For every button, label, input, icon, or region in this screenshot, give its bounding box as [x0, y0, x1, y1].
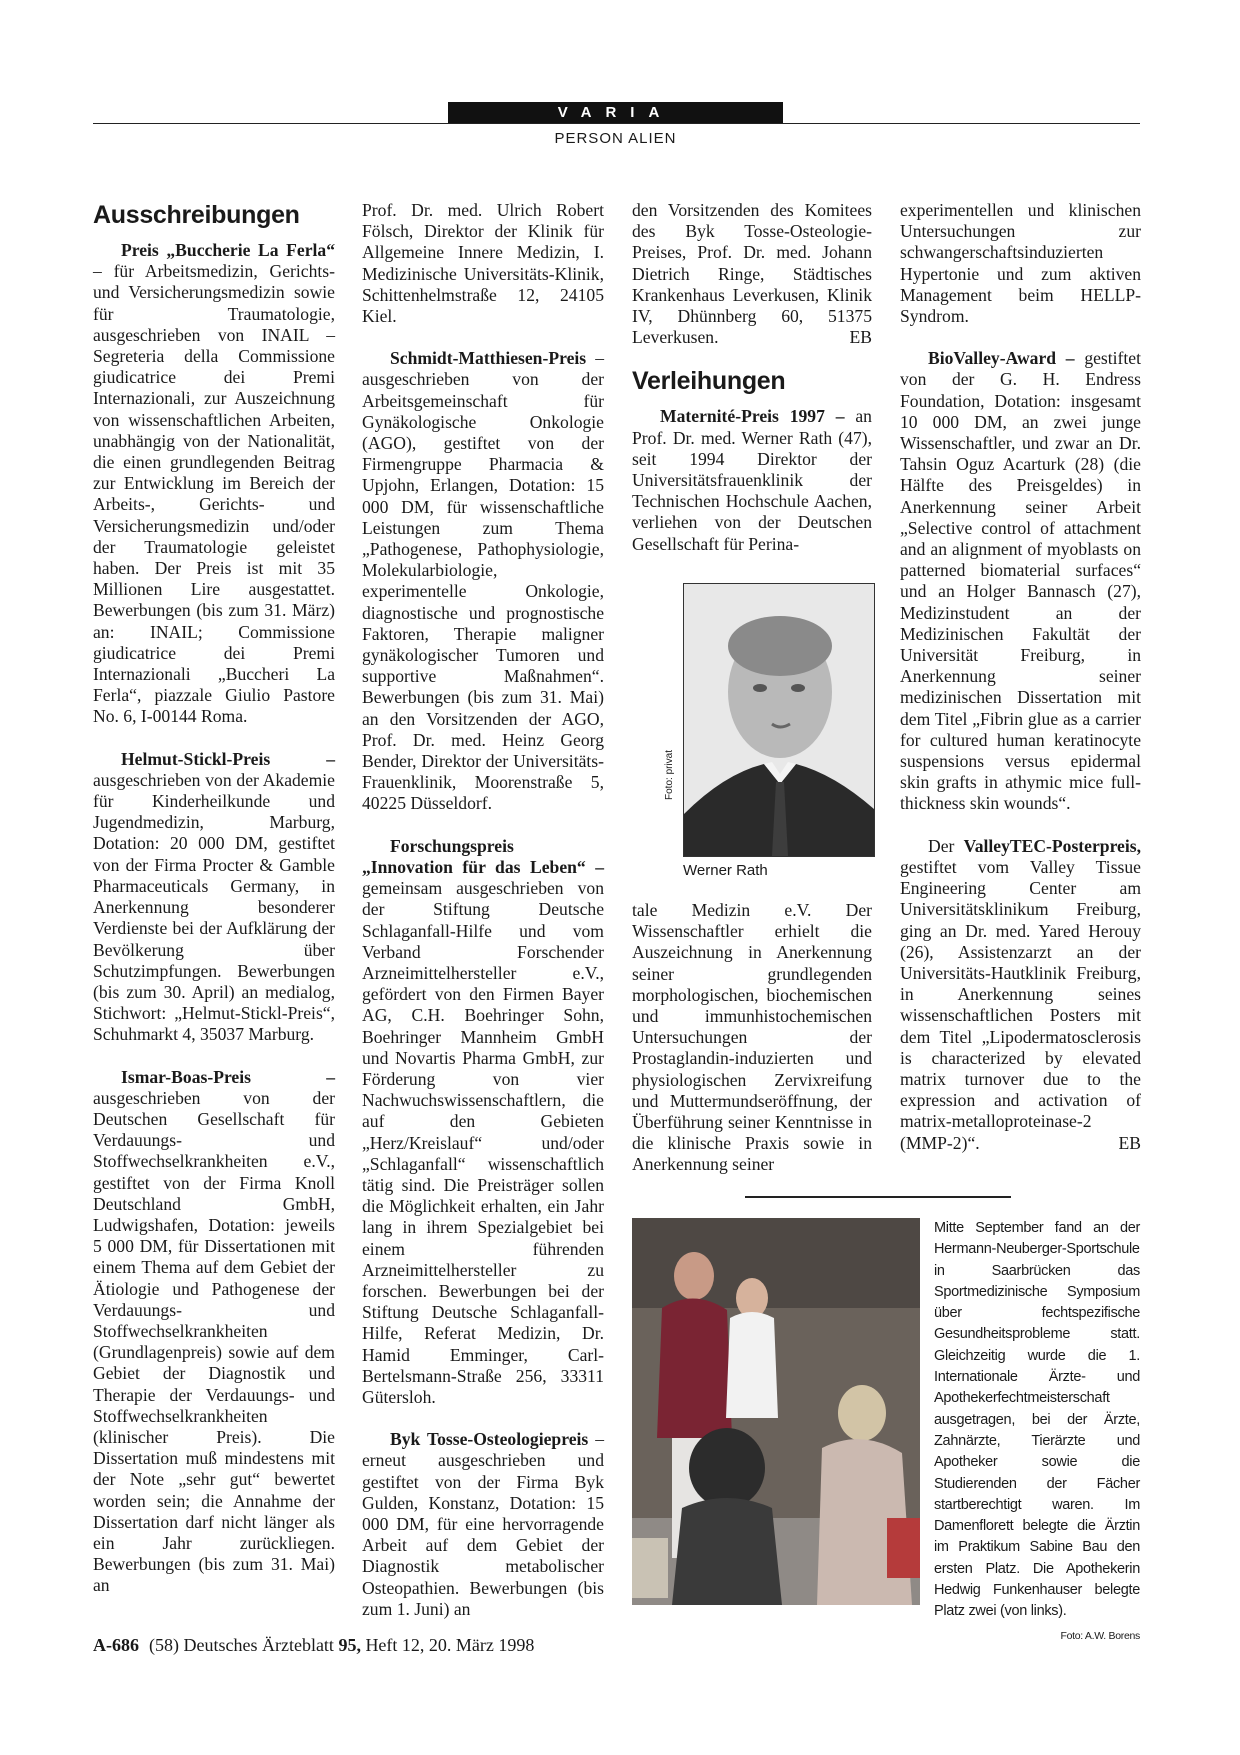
article-forschungspreis: [362, 836, 604, 1408]
header-rule: [93, 123, 1140, 124]
article-text: gemeinsam ausgeschrieben von der Stiftung Deutsche Schlaganfall-Hilfe und vom Verband Forschender Arzneimittelhersteller e.V., gefördert von den Firmen Bayer AG, C.H. Boehringer Sohn, Boehringer Mannheim GmbH und Novartis Pharma GmbH, zur Förderung von vier Nachwuchswissenschaftlern, die auf den Gebieten „Herz/Kreislauf“ und/oder „Schlaganfall“ wissenschaftlich tätig sind. Die Preisträger sollen die Möglichkeit erhalten, ein Jahr lang in ihrem Spezialgebiet bei einem führenden Arzneimittelhersteller zu forschen. Bewerbungen bei der Stiftung Deutsche Schlaganfall-Hilfe, Referat Medizin, Dr. Hamid Emminger, Carl-Bertelsmann-Straße 256, 33311 Gütersloh.: [362, 878, 604, 1407]
article-continuation: experimentellen und klinischen Untersuchungen zur schwangerschaftsinduzierten Hypertonie und zum aktiven Management beim HELLP-Syndrom.: [900, 200, 1141, 327]
article-biovalley: [900, 348, 1141, 814]
article-valleytec: Der ValleyTEC-Posterpreis, gestiftet vom Valley Tissue Engineering Center am Universitätsklinikum Freiburg, ging an Dr. med. Yared Herouy (26), Assistenzarzt an der Universitäts-Hautklinik Freiburg, in Anerkennung seines wissenschaftlichen Posters mit dem Titel „Lipodermatosclerosis is characterized by elevated matrix turnover due to the expression and activation of matrix-metalloproteinase-2 (MMP-2)“. EB: [900, 835, 1141, 1153]
article-maternite-continued: tale Medizin e.V. Der Wissenschaftler erhielt die Auszeichnung in Anerkennung seiner grundlegenden morphologischen, biochemischen und immunhistochemischen Untersuchungen der Prostaglandin-induzierten und physiologischen Zervixreifung und Muttermundseröffnung, der Überführung seiner Kenntnisse in die klinische Praxis sowie in Anerkennung seiner: [632, 900, 872, 1175]
article-text: gestiftet von der G. H. Endress Foundation, Dotation: insgesamt 10 000 DM, an zwei junge Wissenschaftler, und zwar an Dr. Tahsin Oguz Acarturk (28) (die Hälfte des Preisgeldes) in Anerkennung seiner Arbeit „Selective control of attachment and an alignment of myoblasts on patterned biomaterial surfaces“ und an Holger Bannasch (27), Medizinstudent an der Medizinischen Fakultät der Universität Freiburg, in Anerkennung seiner medizinischen Dissertation mit dem Titel „Fibrin glue as a carrier for cultured human keratinocyte suspensions versus epidermal skin grafts in athymic mice full-thickness skin wounds“.: [900, 348, 1141, 814]
article-byk-tosse: [362, 1429, 604, 1620]
section-label: VARIA: [448, 102, 783, 124]
article-schmidt-matthiesen: [362, 348, 604, 814]
column-4: [900, 200, 1141, 1175]
article-title: BioValley-Award –: [928, 348, 1075, 369]
article-title: Forschungspreis „Innovation für das Leben“ –: [362, 835, 604, 877]
article-text: ausgeschrieben von der Akademie für Kinderheilkunde und Jugendmedizin, Marburg, Dotation: 20 000 DM, gestiftet von der Firma Procter & Gamble Pharmaceuticals Germany, in Anerkennung besonderer Verdienste bei der Aufklärung der Bevölkerung über Schutzimpfungen. Bewerbungen (bis zum 30. April) an medialog, Stichwort: „Helmut-Stickl-Preis“, Schuhmarkt 4, 35037 Marburg.: [93, 769, 335, 1045]
page-number: A-686: [93, 1635, 139, 1655]
column-1: [93, 200, 335, 1618]
article-continuation: den Vorsitzenden des Komitees des Byk Tosse-Osteologie-Preises, Prof. Dr. med. Johann Dietrich Ringe, Städtisches Krankenhaus Leverkusen, Klinik IV, Dhünnberg 60, 51375 Leverkusen. EB: [632, 200, 872, 348]
article-text: – erneut ausgeschrieben und gestiftet von der Firma Byk Gulden, Konstanz, Dotation: 15 000 DM, für eine hervorragende Arbeit auf dem Gebiet der Diagnostik metabolischer Osteopathien. Bewerbungen (bis zum 1. Juni) an: [362, 1429, 604, 1619]
article-text: an Prof. Dr. med. Werner Rath (47), seit 1994 Direktor der Universitätsfrauenklinik der Technischen Hochschule Aachen, verliehen von der Deutschen Gesellschaft für Perina-: [632, 406, 872, 554]
volume: 95,: [338, 1635, 361, 1655]
article-title: Helmut-Stickl-Preis –: [121, 748, 335, 769]
column-3-bottom: [632, 900, 872, 1197]
subsection-label: PERSON ALIEN: [554, 130, 677, 147]
photo-caption: Mitte September fand an der Hermann-Neuberger-Sportschule in Saarbrücken das Sportmedizinische Symposium über fechtspezifische Gesundheitsprobleme statt. Gleichzeitig wurde die 1. Internationale Ärzte- und Apothekerfechtmeisterschaft ausgetragen, bei der Ärzte, Zahnärzte, Tierärzte und Apotheker sowie die Studierenden der Fächer startberechtigt waren. Im Damenflorett belegte die Ärztin im Praktikum Sabine Bau den ersten Platz. Die Apothekerin Hedwig Funkenhauser belegte Platz zwei (von links). Foto: A.W. Borens: [934, 1218, 1140, 1647]
fencing-ceremony-image: [632, 1218, 920, 1605]
author-sign: EB: [849, 327, 872, 348]
heading-ausschreibungen: Ausschreibungen: [93, 201, 300, 229]
portrait-image: [684, 584, 874, 856]
photo-credit: Foto: A.W. Borens: [1060, 1629, 1140, 1642]
heading-verleihungen: Verleihungen: [632, 367, 786, 396]
portrait-caption: Werner Rath: [683, 862, 768, 879]
article-boas: [93, 1067, 335, 1597]
article-stickl: [93, 749, 335, 1046]
citation: (58) Deutsches Ärzteblatt: [149, 1635, 339, 1655]
photo-rule: [745, 1196, 1011, 1198]
article-text: ausgeschrieben von der Deutschen Gesellschaft für Verdauungs- und Stoffwechselkrankheiten e.V., gestiftet von der Firma Knoll Deutschland GmbH, Ludwigshafen, Dotation: jeweils 5 000 DM, für Dissertationen mit einem Thema auf dem Gebiet der Ätiologie und Pathogenese der Verdauungs- und Stoffwechselkrankheiten (Grundlagenpreis) sowie auf dem Gebiet der Diagnostik und Therapie der Verdauungs- und Stoffwechselkrankheiten (klinischer Preis). Die Dissertation muß mindestens mit der Note „sehr gut“ bewertet worden sein; die Annahme der Dissertation darf nicht länger als ein Jahr zurückliegen. Bewerbungen (bis zum 31. Mai) an: [93, 1087, 335, 1596]
article-text: – ausgeschrieben von der Arbeitsgemeinschaft für Gynäkologische Onkologie (AGO), gestiftet von der Firmengruppe Pharmacia & Upjohn, Erlangen, Dotation: 15 000 DM, für wissenschaftliche Leistungen zum Thema „Pathogenese, Pathophysiologie, Molekularbiologie, experimentelle Onkologie, diagnostische und prognostische Faktoren, Therapie maligner gynäkologischer Tumoren und supportive Maßnahmen“. Bewerbungen (bis zum 31. Mai) an den Vorsitzenden der AGO, Prof. Dr. med. Heinz Georg Bender, Direktor der Universitäts-Frauenklinik, Moorenstraße 5, 40225 Düsseldorf.: [362, 348, 604, 814]
article-title: ValleyTEC-Posterpreis,: [963, 835, 1141, 856]
page-footer: A-686 (58) Deutsches Ärzteblatt 95, Heft 12, 20. März 1998: [93, 1635, 535, 1655]
author-sign: EB: [1118, 1132, 1141, 1153]
portrait-credit: Foto: privat: [664, 749, 675, 800]
article-buccherie: [93, 240, 335, 728]
article-title: Ismar-Boas-Preis –: [121, 1066, 335, 1087]
article-text: – für Arbeitsmedizin, Gerichts- und Versicherungsmedizin sowie für Traumatologie, ausgeschrieben von INAIL – Segreteria della Commissione giudicatrice dei Premi Internazionali, zur Auszeichnung von wissenschaftlichen Arbeiten, unabhängig von der Nationalität, die einen grundlegenden Beitrag zur Entwicklung im Bereich der Arbeits-, Gerichts- und Versicherungsmedizin und/oder der Traumatologie geleistet haben. Der Preis ist mit 35 Millionen Lire ausgestattet. Bewerbungen (bis zum 31. März) an: INAIL; Commissione giudicatrice dei Premi Internazionali „Buccheri La Ferla“, piazzale Giulio Pastore No. 6, I-00144 Roma.: [93, 261, 335, 727]
article-continuation: Prof. Dr. med. Ulrich Robert Fölsch, Direktor der Klinik für Allgemeine Innere Medizin, I. Medizinische Universitäts-Klinik, Schittenhelmstraße 12, 24105 Kiel.: [362, 200, 604, 327]
article-title: Schmidt-Matthiesen-Preis: [390, 348, 587, 369]
column-3-top: [632, 200, 872, 576]
article-title: Maternité-Preis 1997 –: [660, 406, 845, 427]
column-2: [362, 200, 604, 1641]
portrait-photo: [683, 583, 875, 857]
article-title: Preis „Buccherie La Ferla“: [121, 240, 335, 260]
article-maternite: [632, 406, 872, 554]
event-photo: [632, 1218, 920, 1605]
article-text: gestiftet vom Valley Tissue Engineering Center am Universitätsklinikum Freiburg, ging an Dr. med. Yared Herouy (26), Assistenzarzt an der Universitäts-Hautklinik Freiburg, in Anerkennung seines wissenschaftlichen Posters mit dem Titel „Lipodermatosclerosis is characterized by elevated matrix turnover due to the expression and activation of matrix-metalloproteinase-2 (MMP-2)“.: [900, 856, 1141, 1153]
article-title: Byk Tosse-Osteologiepreis: [390, 1429, 589, 1450]
